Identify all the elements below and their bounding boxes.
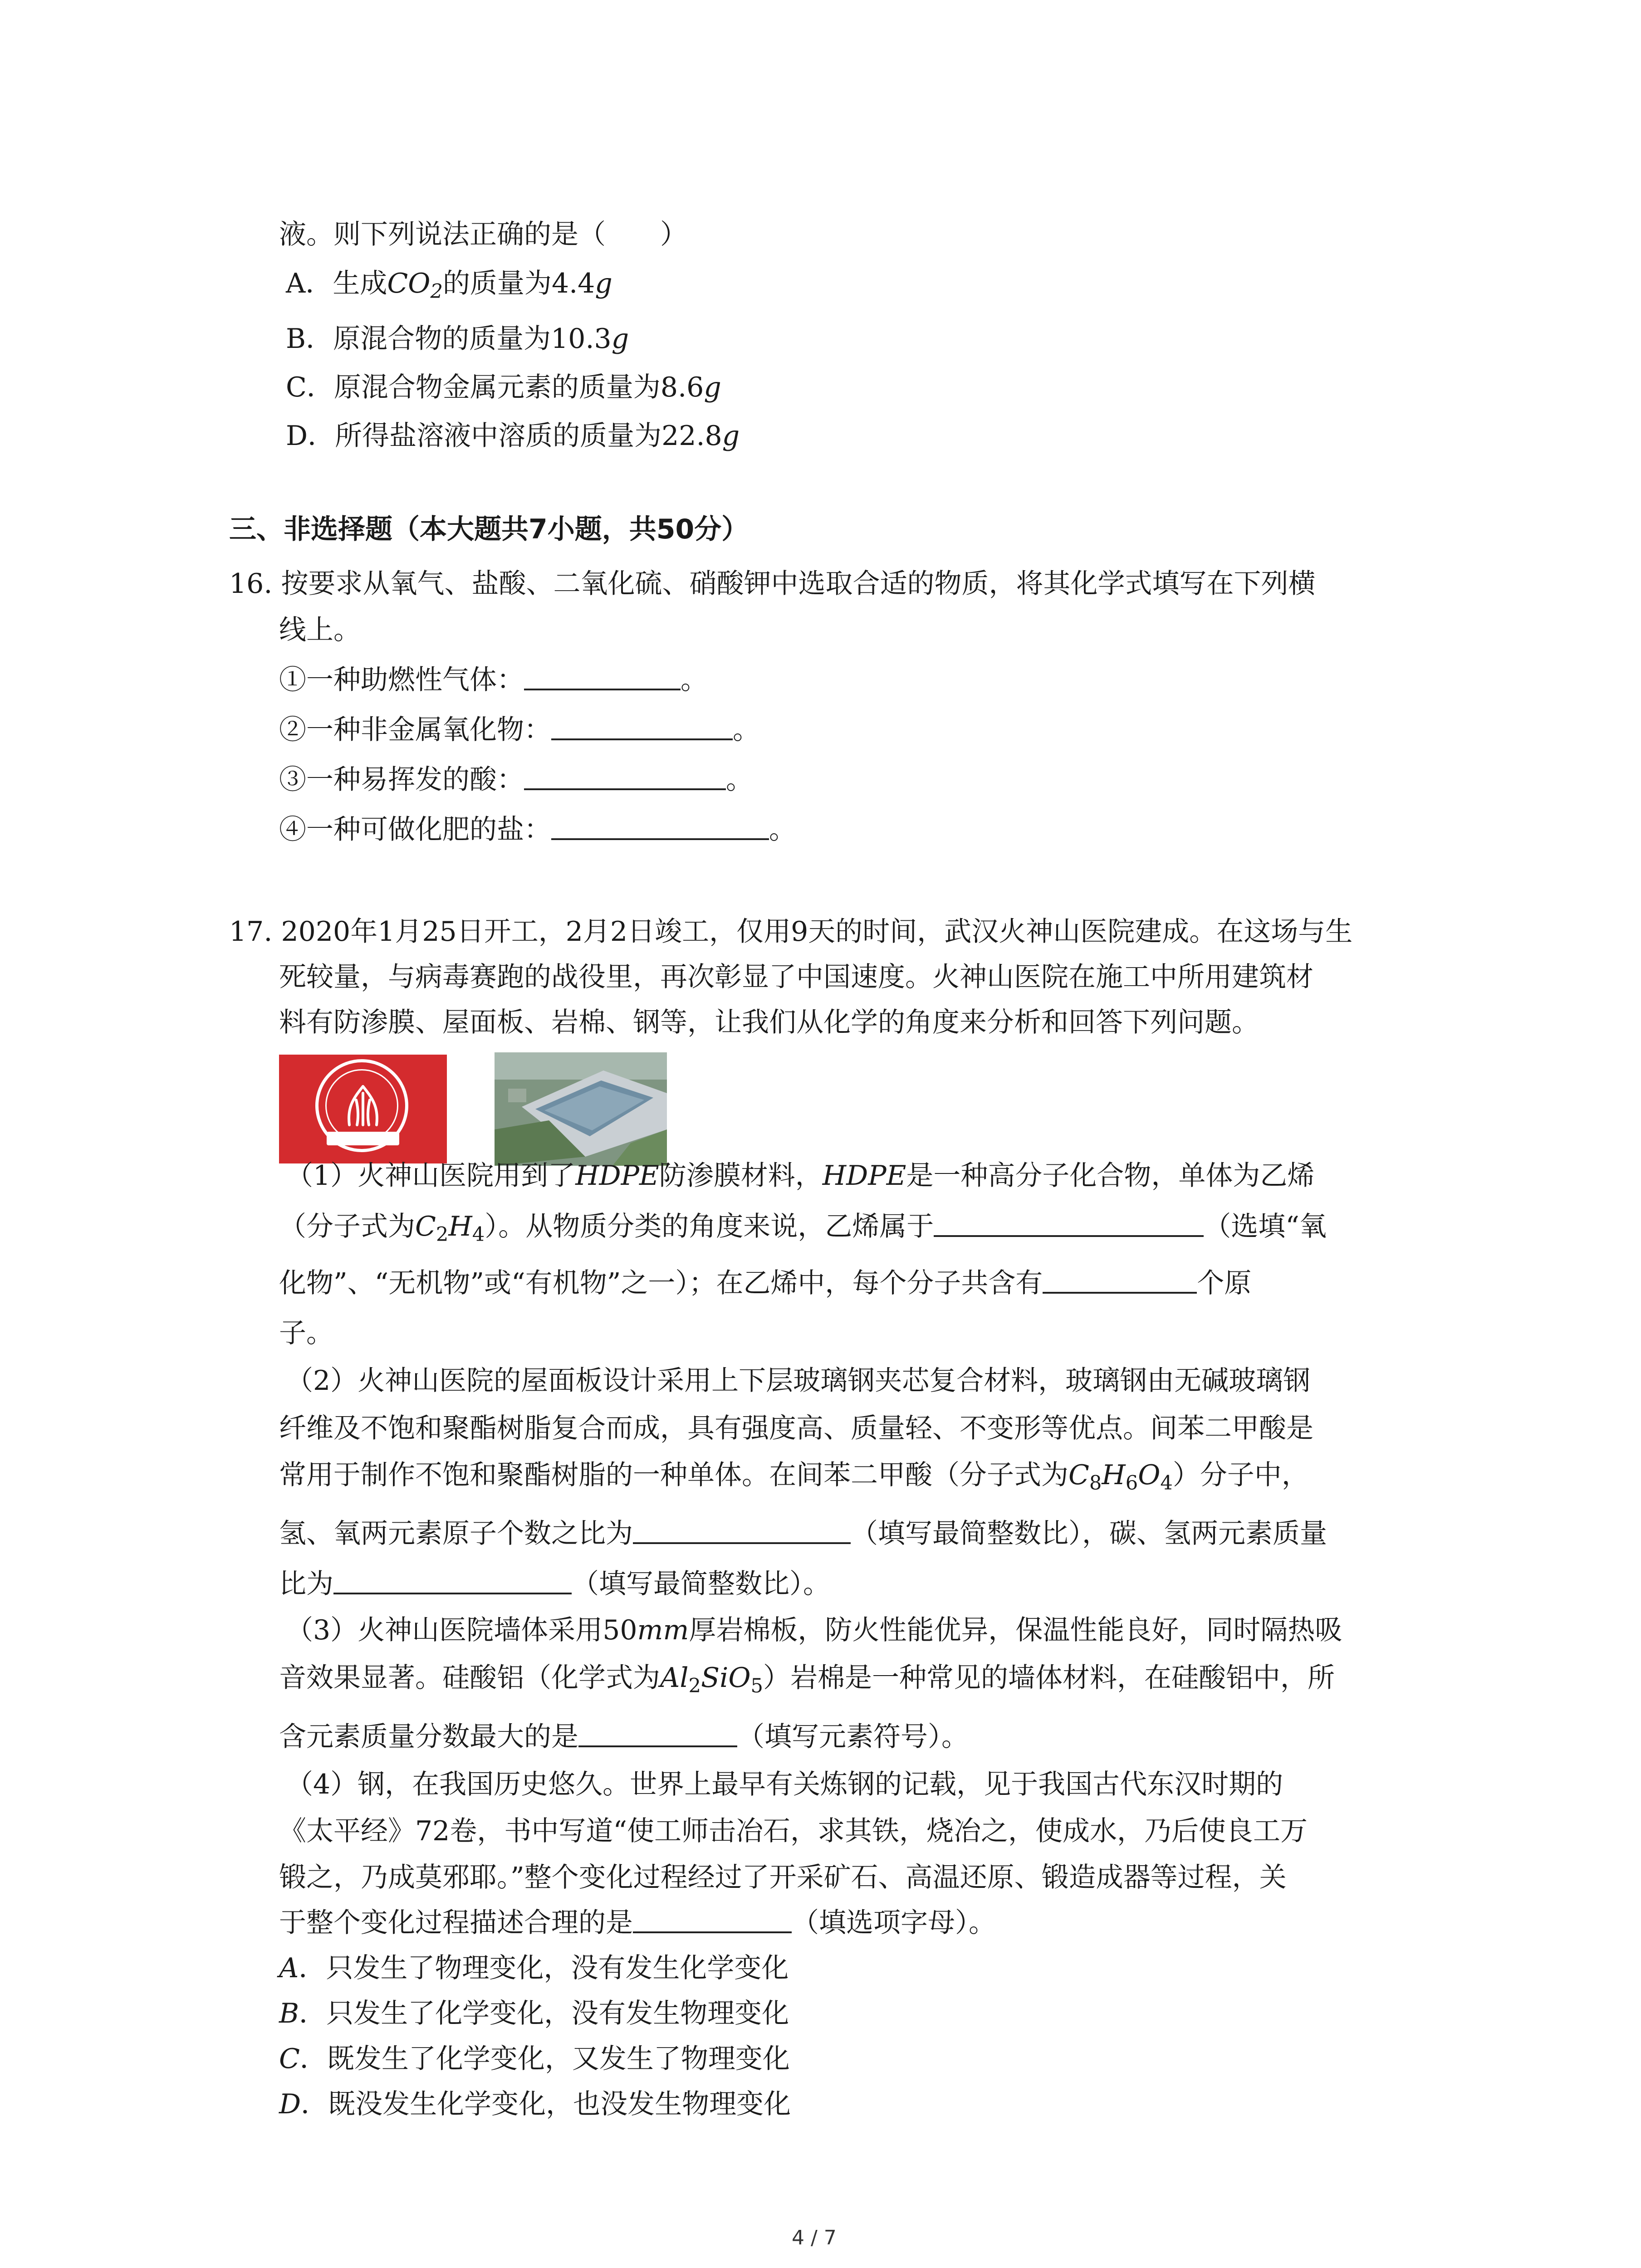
q17-part3-line-2: 音效果显著。硅酸铝（化学式为$Al_2SiO_5$）岩棉是一种常见的墙体材料，在硅酸铝中，所 <box>279 1662 1335 1698</box>
q17-part3-line-1: （3）火神山医院墙体采用50mm厚岩棉板，防火性能优异，保温性能良好，同时隔热吸 <box>286 1614 1342 1646</box>
q17-part4-line-2: 《太平经》72卷，书中写道“使工师击冶石，求其铁，烧冶之，使成水，乃后使良工万 <box>279 1815 1308 1847</box>
answer-blank[interactable] <box>524 664 681 690</box>
answer-blank[interactable] <box>633 1518 851 1544</box>
page-number: 4 / 7 <box>792 2226 837 2249</box>
q17-option-c: C．既发生了化学变化，又发生了物理变化 <box>279 2043 790 2075</box>
q16-item-3: ③一种易挥发的酸： 。 <box>279 764 753 796</box>
q16-line-1: 16. 按要求从氧气、盐酸、二氧化硫、硝酸钾中选取合适的物质，将其化学式填写在下列横 <box>229 568 1316 600</box>
q15-stem-tail: 液。则下列说法正确的是（ ） <box>279 219 687 250</box>
q17-part2-line-4: 氢、氧两元素原子个数之比为 （填写最简整数比），碳、氢两元素质量 <box>279 1518 1327 1549</box>
q17-part1-line-4: 子。 <box>279 1317 333 1349</box>
q17-line-1: 17. 2020年1月25日开工，2月2日竣工，仅用9天的时间，武汉火神山医院建成。在这场与生 <box>229 916 1353 948</box>
answer-blank[interactable] <box>578 1721 737 1747</box>
q17-part4-line-3: 锻之，乃成莫邪耶。”整个变化过程经过了开采矿石、高温还原、锻造成器等过程，关 <box>279 1862 1287 1893</box>
q17-line-2: 死较量，与病毒赛跑的战役里，再次彰显了中国速度。火神山医院在施工中所用建筑材 <box>279 961 1313 993</box>
q17-option-a: A．只发生了物理变化，没有发生化学变化 <box>279 1952 789 1984</box>
q17-part2-line-1: （2）火神山医院的屋面板设计采用上下层玻璃钢夹芯复合材料，玻璃钢由无碱玻璃钢 <box>286 1365 1311 1397</box>
q17-part2-line-2: 纤维及不饱和聚酯树脂复合而成，具有强度高、质量轻、不变形等优点。间苯二甲酸是 <box>279 1413 1313 1444</box>
answer-blank[interactable] <box>633 1907 792 1933</box>
aerial-photo-icon <box>495 1052 667 1166</box>
answer-blank[interactable] <box>934 1211 1204 1237</box>
q16-item-4: ④一种可做化肥的盐： 。 <box>279 814 796 846</box>
answer-blank[interactable] <box>524 764 726 790</box>
hospital-logo <box>279 1055 447 1163</box>
q17-part3-line-3: 含元素质量分数最大的是 （填写元素符号）。 <box>279 1721 969 1753</box>
answer-blank[interactable] <box>551 814 769 840</box>
q17-part1-line-2: （分子式为$C_2H_4$）。从物质分类的角度来说，乙烯属于 （选填“氧 <box>279 1211 1327 1246</box>
q17-part2-line-3: 常用于制作不饱和聚酯树脂的一种单体。在间苯二甲酸（分子式为$C_8H_6O_4$）分子中， <box>279 1459 1309 1495</box>
q15-option-d: D．所得盐溶液中溶质的质量为22.8g <box>286 420 740 452</box>
section-heading: 三、非选择题（本大题共7小题，共50分） <box>229 513 749 545</box>
q17-number: 17. <box>229 916 273 948</box>
q17-part1-line-3: 化物”、“无机物”或“有机物”之一）；在乙烯中，每个分子共含有 个原 <box>279 1267 1252 1299</box>
answer-blank[interactable] <box>1043 1267 1197 1294</box>
q15-option-b: B．原混合物的质量为10.3g <box>286 323 629 355</box>
q17-option-b: B．只发生了化学变化，没有发生物理变化 <box>279 1998 789 2029</box>
q16-number: 16. <box>229 568 273 600</box>
logo-mark-icon <box>338 1082 388 1132</box>
q17-part4-line-4: 于整个变化过程描述合理的是 （填选项字母）。 <box>279 1907 996 1939</box>
q15-option-a: A．生成$CO_2$的质量为4.4g <box>286 268 612 303</box>
q16-item-2: ②一种非金属氧化物： 。 <box>279 714 760 746</box>
q17-option-d: D．既没发生化学变化，也没发生物理变化 <box>279 2088 791 2120</box>
q17-line-3: 料有防渗膜、屋面板、岩棉、钢等，让我们从化学的角度来分析和回答下列问题。 <box>279 1007 1259 1038</box>
q15-option-c: C．原混合物金属元素的质量为8.6g <box>286 371 721 403</box>
q17-part2-line-5: 比为 （填写最简整数比）。 <box>279 1568 830 1600</box>
q17-part1-line-1: （1）火神山医院用到了HDPE防渗膜材料，HDPE是一种高分子化合物，单体为乙烯 <box>286 1160 1315 1192</box>
q17-part4-line-1: （4）钢，在我国历史悠久。世界上最早有关炼钢的记载，见于我国古代东汉时期的 <box>286 1769 1283 1800</box>
q16-item-1: ①一种助燃性气体： 。 <box>279 664 708 696</box>
q16-line-2: 线上。 <box>279 614 361 646</box>
hospital-aerial-photo <box>495 1052 667 1166</box>
answer-blank[interactable] <box>333 1568 572 1594</box>
answer-blank[interactable] <box>551 714 733 740</box>
